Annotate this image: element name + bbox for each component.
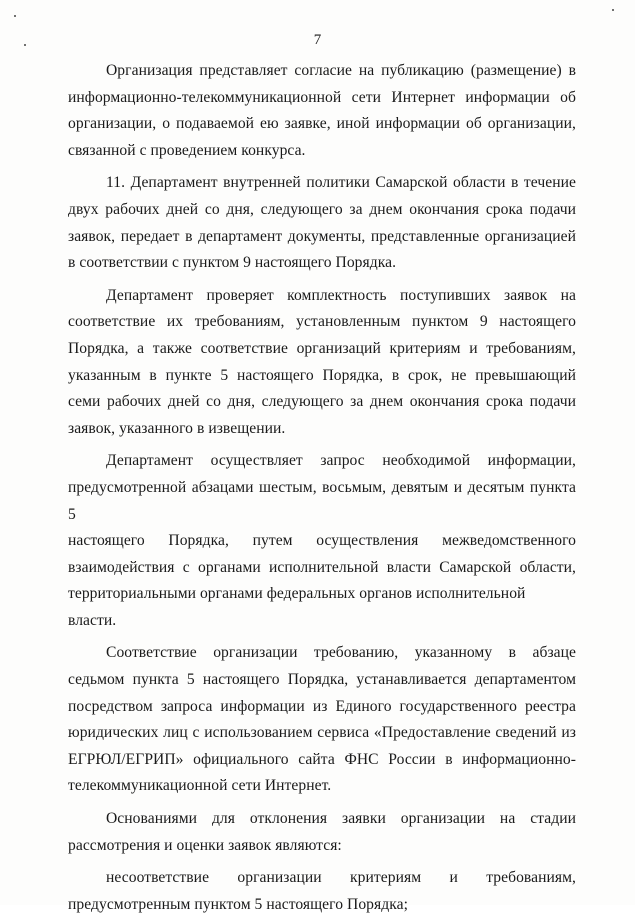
text-line: посредством запроса информации из Единого государственного реестра	[68, 697, 576, 715]
text-line: Организация представляет согласие на публикацию (размещение) в	[106, 62, 576, 79]
paragraph-egrul-check	[68, 640, 576, 800]
text-line: в соответствии с пунктом 9 настоящего Порядка.	[68, 254, 397, 272]
text-line: Порядка, а также соответствие организаций критериям и требованиям,	[68, 339, 576, 357]
text-line: Департамент проверяет комплектность поступивших заявок на	[106, 286, 576, 304]
document-body	[68, 58, 576, 924]
paragraph-completeness-check	[68, 283, 576, 443]
text-line: юридических лиц с использованием сервиса «Предоставление сведений из	[68, 724, 576, 742]
text-line: организации, о подаваемой ею заявке, иной информации об организации,	[68, 115, 576, 133]
text-line: рассмотрения и оценки заявок являются:	[68, 836, 342, 854]
text-line: ЕГРЮЛ/ЕГРИП» официального сайта ФНС России в информационно-	[68, 750, 576, 768]
text-line: связанной с проведением конкурса.	[68, 141, 306, 159]
text-line: взаимодействия с органами исполнительной власти Самарской области,	[68, 558, 576, 576]
text-line: седьмом пункта 5 настоящего Порядка, устанавливается департаментом	[68, 671, 576, 689]
text-line: Соответствие организации требованию, указанному в абзаце	[106, 644, 576, 662]
text-line: заявок, указанного в извещении.	[68, 419, 286, 437]
text-line: семи рабочих дней со дня, следующего за днем окончания срока подачи	[68, 393, 576, 411]
text-line: Департамент осуществляет запрос необходимой информации,	[106, 452, 576, 470]
paragraph-item-11	[68, 170, 576, 276]
scan-speck	[612, 9, 614, 11]
scan-speck	[14, 15, 16, 17]
paragraph-information-request	[68, 448, 576, 634]
page-number: 7	[313, 32, 322, 48]
paragraph-nonconformity	[68, 865, 576, 918]
text-line: несоответствие организации критериям и требованиям,	[106, 869, 576, 887]
text-line: указанным в пункте 5 настоящего Порядка, в срок, не превышающий	[68, 366, 576, 384]
text-line: предусмотренным пунктом 5 настоящего Порядка;	[68, 895, 408, 913]
paragraph-rejection-grounds	[68, 806, 576, 859]
text-line: заявок, передает в департамент документы, представленные организацией	[68, 227, 576, 245]
text-line: двух рабочих дней со дня, следующего за днем окончания срока подачи	[68, 200, 576, 218]
text-line: информационно-телекоммуникационной сети Интернет информации об	[68, 88, 576, 106]
text-line: соответствие их требованиям, установленным пунктом 9 настоящего	[68, 313, 576, 331]
text-line: настоящего Порядка, путем осуществления межведомственного	[68, 532, 576, 550]
paragraph-consent	[68, 58, 576, 164]
text-line: 11. Департамент внутренней политики Самарской области в течение	[106, 174, 576, 192]
text-line: телекоммуникационной сети Интернет.	[68, 777, 332, 795]
text-line: территориальными органами федеральных органов исполнительной власти.	[68, 585, 526, 629]
text-line: предусмотренной абзацами шестым, восьмым, девятым и десятым пункта 5	[68, 478, 576, 523]
text-line: Основаниями для отклонения заявки организации на стадии	[106, 810, 576, 828]
